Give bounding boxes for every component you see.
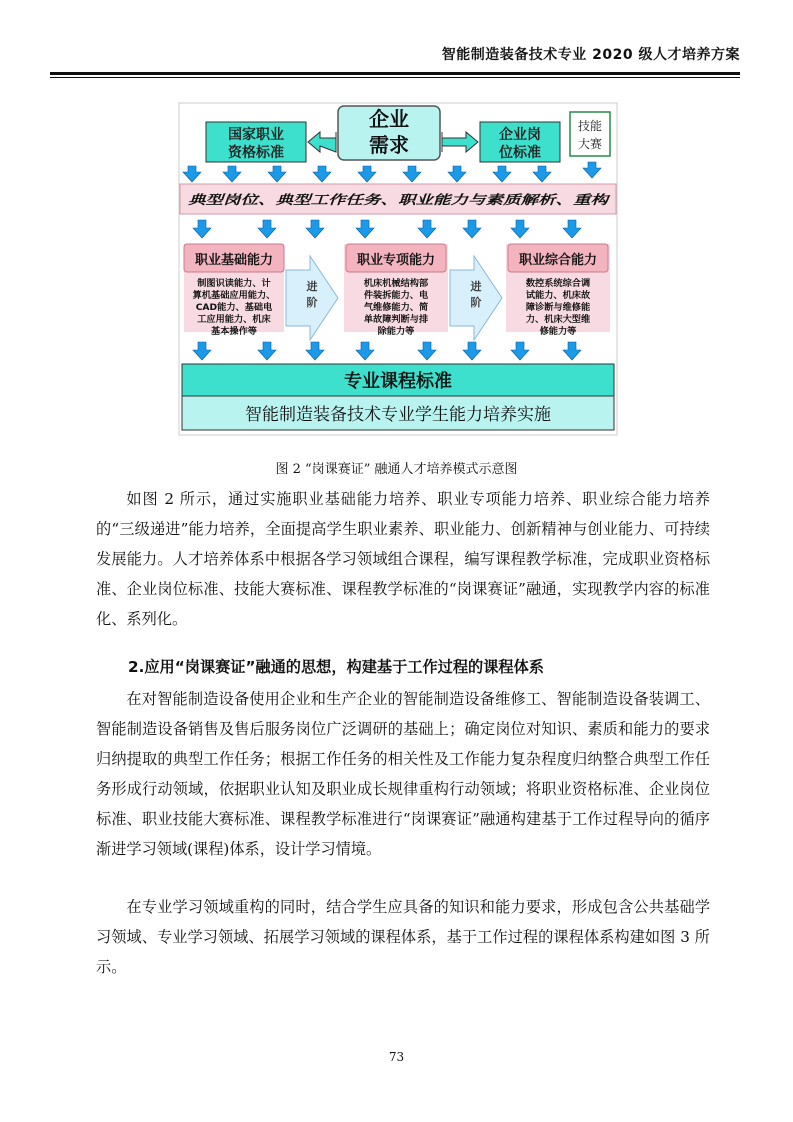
ability1-title: 职业基础能力 xyxy=(194,253,274,268)
header-rule-thick xyxy=(50,72,740,75)
enterprise-demand-line2: 需求 xyxy=(369,133,409,157)
implementation-text: 智能制造装备技术专业学生能力培养实施 xyxy=(245,405,551,425)
svg-text:除能力等: 除能力等 xyxy=(377,326,415,337)
svg-text:单故障判断与排: 单故障判断与排 xyxy=(363,314,429,325)
paragraph-1 xyxy=(96,484,710,634)
svg-text:机床机械结构部: 机床机械结构部 xyxy=(363,278,429,289)
svg-text:工应用能力、机床: 工应用能力、机床 xyxy=(197,314,271,325)
svg-text:障诊断与维修能: 障诊断与维修能 xyxy=(525,302,591,313)
paragraph-2-text: 在对智能制造设备使用企业和生产企业的智能制造设备维修工、智能制造设备装调工、智能制造设备销售及售后服务岗位广泛调研的基础上；确定岗位对知识、素质和能力的要求归纳提取的典型工作任务；根据工作任务的相关性及工作能力复杂程度归纳整合典型工作任务形成行动领域，依据职业认知及职业成长规律重构行动领域；将职业资格标准、企业岗位标准、职业技能大赛标准、课程教学标准进行“岗课赛证”融通构建基于工作过程导向的循序渐进学习领域(课程)体系，设计学习情境。 xyxy=(96,690,710,858)
ability3-title: 职业综合能力 xyxy=(518,253,598,268)
paragraph-3 xyxy=(96,892,710,982)
national-standard-line2: 资格标准 xyxy=(228,145,284,161)
section-heading: 2.应用“岗课赛证”融通的思想，构建基于工作过程的课程体系 xyxy=(128,658,544,676)
svg-text:CAD能力、基础电: CAD能力、基础电 xyxy=(195,302,273,313)
advance-1-line1: 进 xyxy=(306,280,318,293)
enterprise-post-line1: 企业岗 xyxy=(499,127,541,143)
skills-contest-line1: 技能 xyxy=(577,119,603,133)
svg-text:修能力等: 修能力等 xyxy=(539,326,577,337)
page-header xyxy=(50,36,740,74)
advance-2-line1: 进 xyxy=(470,280,482,293)
svg-text:算机基础应用能力、: 算机基础应用能力、 xyxy=(192,290,276,301)
svg-text:气维修能力、简: 气维修能力、简 xyxy=(363,302,429,313)
svg-text:试能力、机床故: 试能力、机床故 xyxy=(525,290,591,301)
ability2-title: 职业专项能力 xyxy=(356,253,436,268)
enterprise-demand-line1: 企业 xyxy=(369,107,409,131)
header-title: 智能制造装备技术专业 2020 级人才培养方案 xyxy=(441,47,740,63)
svg-text:数控系统综合调: 数控系统综合调 xyxy=(525,278,591,289)
advance-2-line2: 阶 xyxy=(470,296,482,309)
page-number: 73 xyxy=(388,1050,405,1064)
svg-text:力、机床大型维: 力、机床大型维 xyxy=(525,314,591,325)
national-standard-line1: 国家职业 xyxy=(228,127,284,143)
svg-text:基本操作等: 基本操作等 xyxy=(211,326,257,337)
enterprise-post-line2: 位标准 xyxy=(499,145,541,161)
figure-caption: 图 2 “岗课赛证” 融通人才培养模式示意图 xyxy=(275,462,518,477)
paragraph-2 xyxy=(96,684,710,864)
advance-1-line2: 阶 xyxy=(306,296,318,309)
analysis-bar-text: 典型岗位、典型工作任务、职业能力与素质解析、重构 xyxy=(188,192,612,207)
paragraph-3-text: 在专业学习领域重构的同时，结合学生应具备的知识和能力要求，形成包含公共基础学习领域、专业学习领域、拓展学习领域的课程体系，基于工作过程的课程体系构建如图 3 所示。 xyxy=(96,898,710,976)
paragraph-1-text: 如图 2 所示，通过实施职业基础能力培养、职业专项能力培养、职业综合能力培养的“三级递进”能力培养，全面提高学生职业素养、职业能力、创新精神与创业能力、可持续发展能力。人才培养体系中根据各学习领域组合课程，编写课程教学标准，完成职业资格标准、企业岗位标准、技能大赛标准、课程教学标准的“岗课赛证”融通，实现教学内容的标准化、系列化。 xyxy=(96,490,710,628)
svg-text:件装拆能力、电: 件装拆能力、电 xyxy=(363,290,429,301)
course-standard-text: 专业课程标准 xyxy=(344,371,452,392)
talent-training-diagram xyxy=(178,102,618,436)
skills-contest-line2: 大赛 xyxy=(577,137,603,151)
svg-text:制图识读能力、计: 制图识读能力、计 xyxy=(197,278,271,289)
header-rule-thin xyxy=(50,77,740,78)
